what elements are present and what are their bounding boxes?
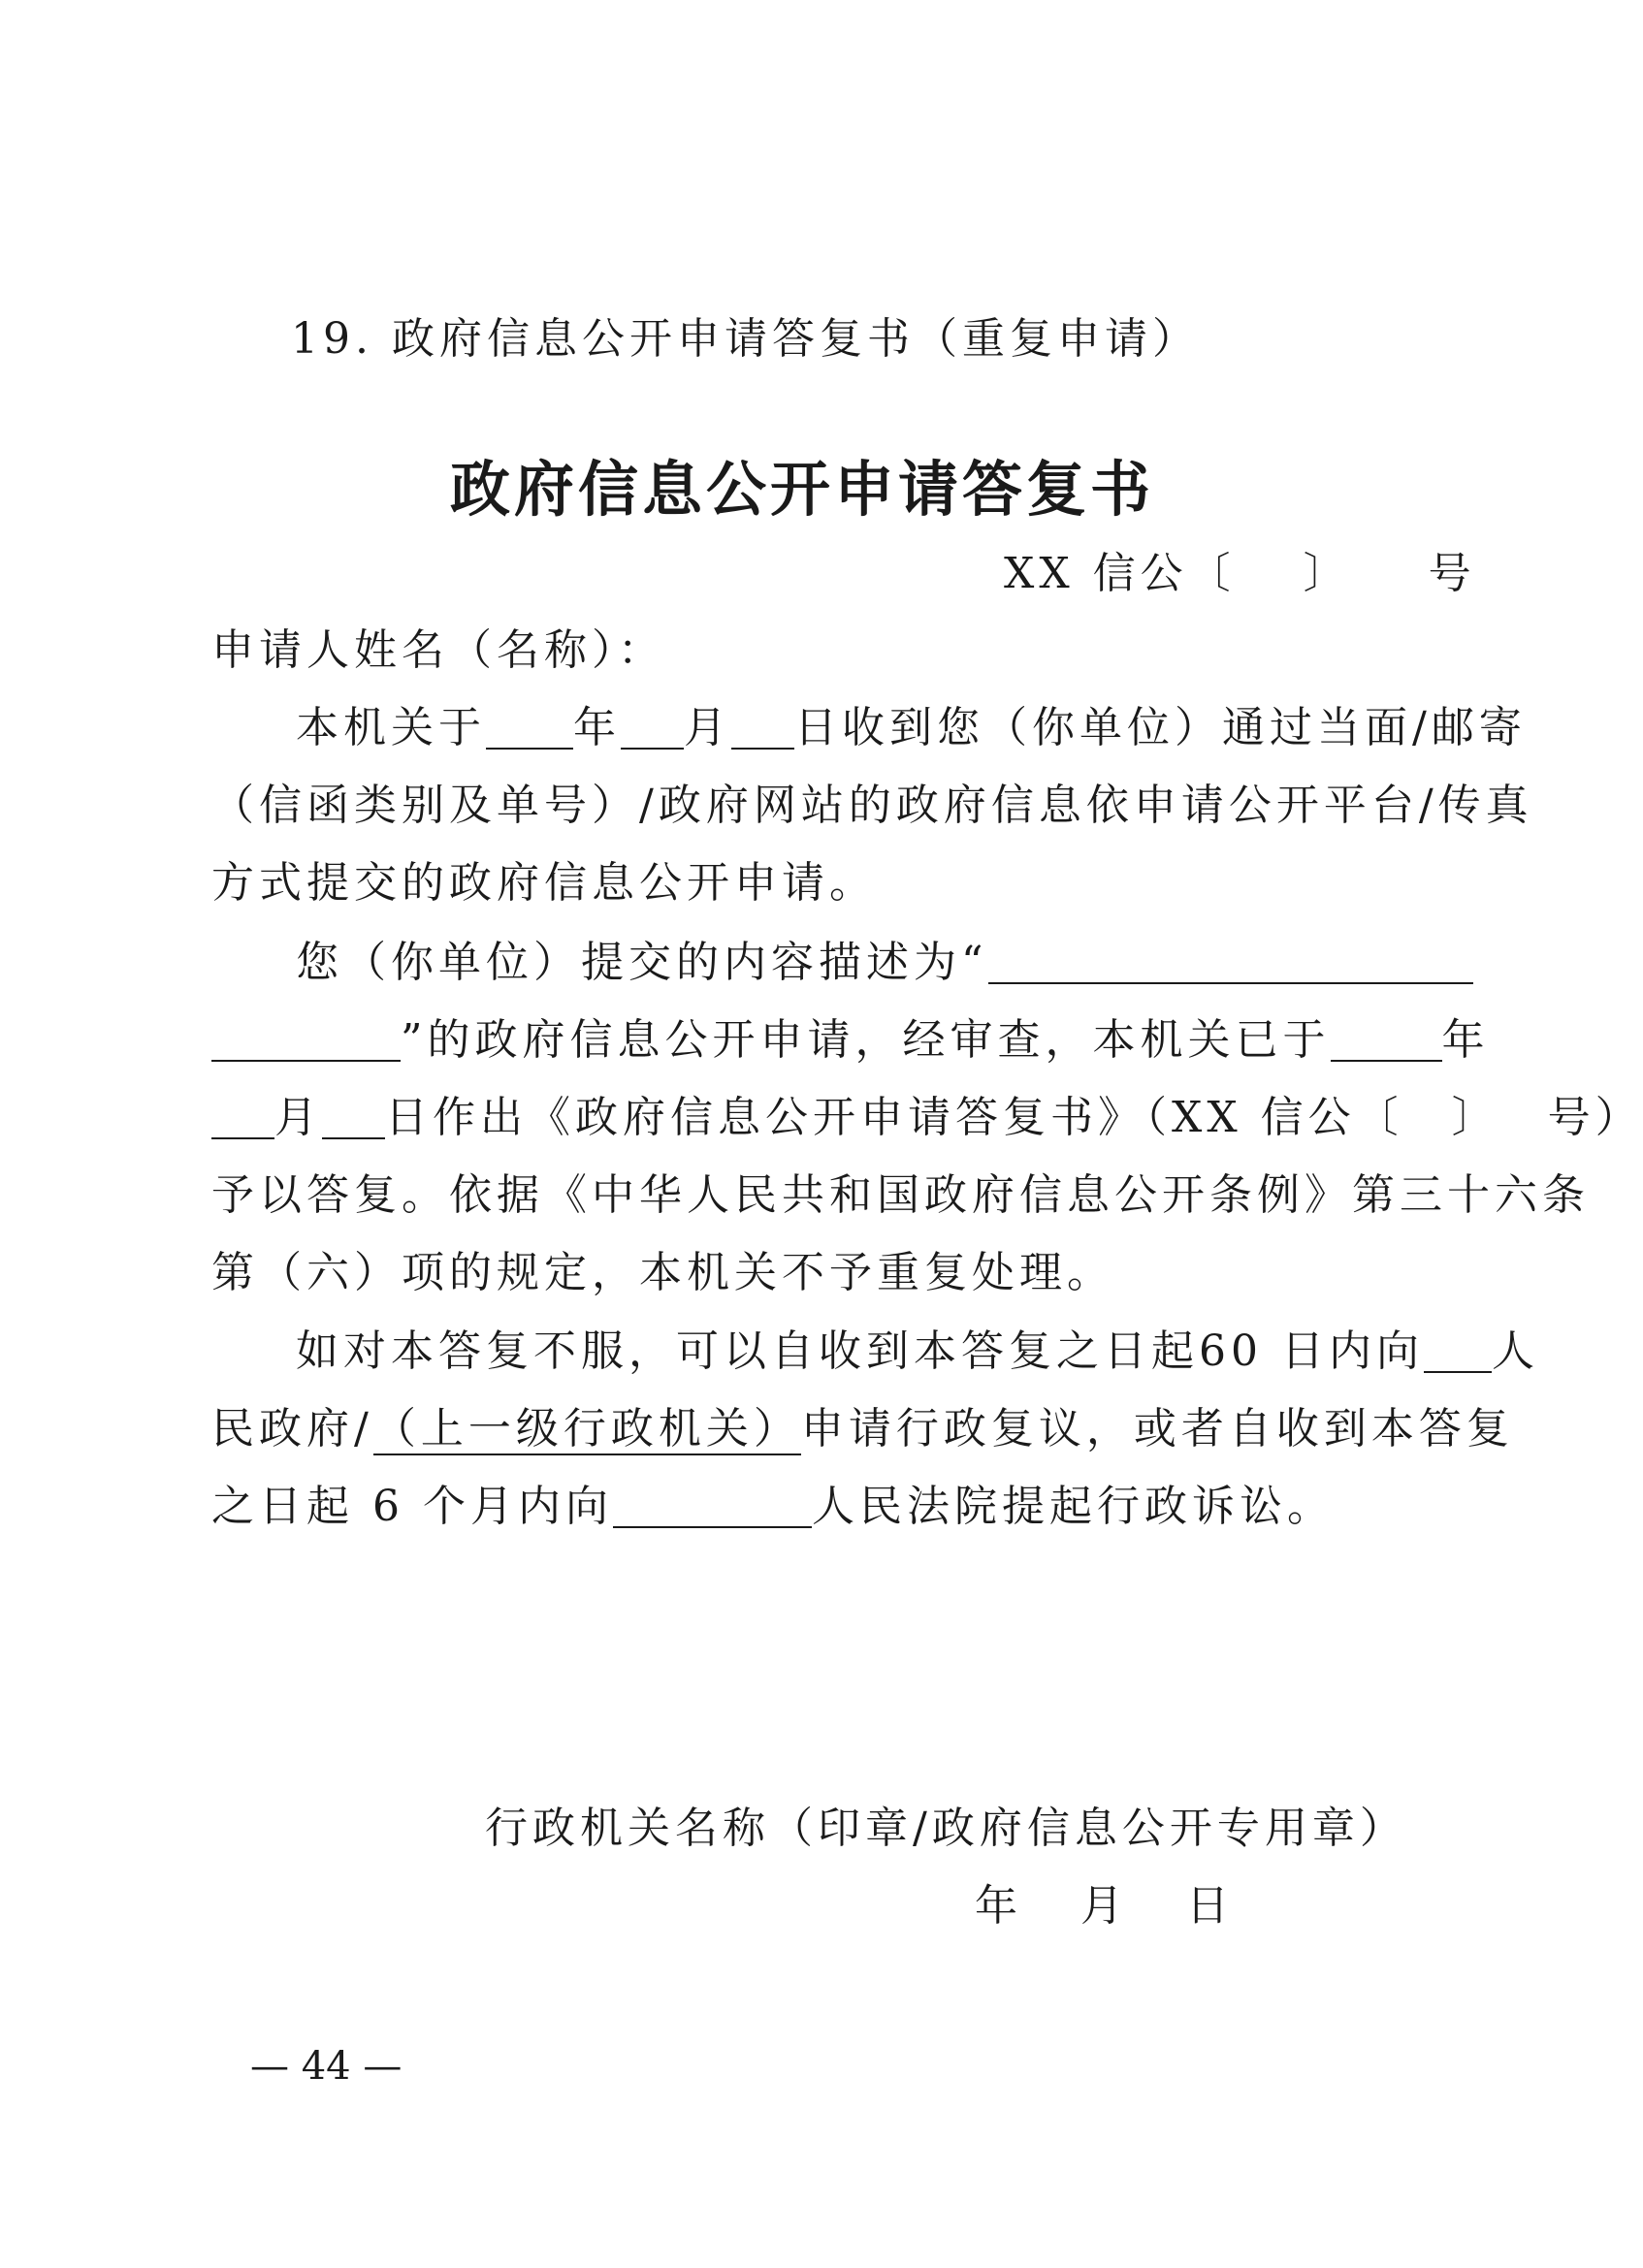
- blank-reply-month: [211, 1093, 274, 1139]
- para1-line2: （信函类别及单号）/政府网站的政府信息依申请公开平台/传真: [211, 781, 1533, 830]
- blank-content-description-cont: [211, 1015, 401, 1062]
- document-number: [1004, 538, 1476, 600]
- blank-reply-day: [322, 1093, 385, 1139]
- blank-content-description: [988, 938, 1473, 984]
- blank-month: [621, 703, 684, 750]
- signature-org: 行政机关名称（印章/政府信息公开专用章）: [485, 1804, 1407, 1853]
- para2-line4: 予以答复。依据《中华人民共和国政府信息公开条例》第三十六条: [211, 1170, 1590, 1220]
- blank-reply-year: [1331, 1015, 1442, 1062]
- signature-ri: 日: [1186, 1881, 1234, 1931]
- blank-year: [486, 703, 573, 750]
- para2-yue: 月: [274, 1093, 322, 1142]
- para3-text-g: 人民法院提起行政诉讼。: [811, 1482, 1335, 1531]
- section-heading: [291, 303, 1200, 366]
- section-number: 19.: [291, 314, 373, 364]
- document-number-prefix: XX 信公〔: [1004, 549, 1236, 598]
- para2-line2: [211, 1010, 1490, 1070]
- section-heading-text: 政府信息公开申请答复书（重复申请）: [391, 314, 1200, 364]
- signature-date: [975, 1876, 1234, 1936]
- para3-text-c: 民政府/: [211, 1404, 373, 1453]
- para3-line3: [211, 1477, 1335, 1537]
- para3-text-e: 申请行政复议，或者自收到本答复: [800, 1404, 1514, 1453]
- para1-line1: [296, 698, 1527, 758]
- para2-text-e: 号）: [1547, 1093, 1643, 1142]
- blank-court: [613, 1482, 812, 1528]
- document-number-suffix: 〕: [1303, 549, 1351, 598]
- para3-text-b: 人: [1491, 1326, 1539, 1376]
- para2-line3: [211, 1088, 1643, 1148]
- blank-day: [731, 703, 794, 750]
- document-number-hao: 号: [1428, 549, 1476, 598]
- para2-text-c: 日作出《政府信息公开申请答复书》（XX 信公〔: [385, 1093, 1403, 1142]
- para1-text-a: 本机关于: [296, 703, 486, 752]
- para2-nian: 年: [1441, 1015, 1490, 1065]
- blank-government: [1424, 1326, 1492, 1373]
- para1-line3: 方式提交的政府信息公开申请。: [211, 858, 877, 908]
- para3-text-a: 如对本答复不服，可以自收到本答复之日起60 日内向: [296, 1326, 1424, 1376]
- para2-text-d: 〕: [1451, 1093, 1499, 1142]
- para1-nian: 年: [573, 703, 621, 752]
- para1-yue: 月: [684, 703, 731, 752]
- signature-yue: 月: [1080, 1881, 1128, 1931]
- para2-line5: 第（六）项的规定，本机关不予重复处理。: [211, 1248, 1114, 1297]
- document-title: 政府信息公开申请答复书: [449, 454, 1154, 525]
- para1-text-ri: 日收到您（你单位）通过当面/邮寄: [794, 703, 1527, 752]
- signature-nian: 年: [975, 1881, 1022, 1931]
- para3-line1: [296, 1322, 1539, 1382]
- salutation: 申请人姓名（名称）：: [211, 625, 665, 675]
- page-number: — 44 —: [250, 2044, 403, 2089]
- para3-text-f: 之日起 6 个月内向: [211, 1482, 613, 1531]
- para2-line1: [296, 933, 1473, 993]
- superior-authority-underlined: （上一级行政机关）: [372, 1404, 801, 1453]
- para2-text-a: 您（你单位）提交的内容描述为“: [296, 938, 988, 987]
- para2-text-b: ”的政府信息公开申请，经审查，本机关已于: [401, 1015, 1331, 1065]
- para3-line2: [211, 1399, 1514, 1459]
